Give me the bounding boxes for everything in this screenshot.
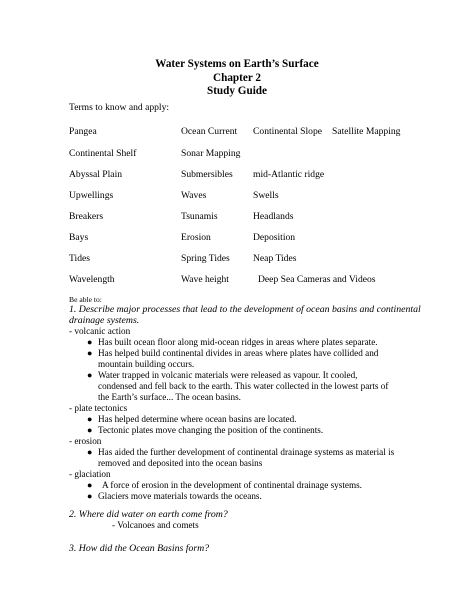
term: Erosion (181, 232, 211, 243)
volcanic-heading: - volcanic action (69, 326, 131, 336)
question-2-answer: - Volcanoes and comets (112, 520, 199, 530)
erosion-heading: - erosion (69, 436, 102, 446)
terms-row (69, 148, 469, 160)
volcanic-bullet-3-line-2: condensed and fell back to the earth. This water collected in the lowest parts of (98, 381, 389, 391)
term: Upwellings (69, 190, 114, 201)
term: Ocean Current (181, 126, 238, 137)
term: Pangea (69, 126, 97, 137)
bullet-icon: ● (87, 414, 93, 424)
term: Sonar Mapping (181, 148, 241, 159)
terms-row (69, 169, 469, 181)
term: Breakers (69, 211, 104, 222)
glaciation-bullet-1: A force of erosion in the development of continental drainage systems. (102, 480, 362, 490)
term: Deposition (253, 232, 296, 243)
term: mid-Atlantic ridge (253, 169, 325, 180)
terms-row (69, 274, 469, 286)
term: Continental Slope (253, 126, 323, 137)
glaciation-heading: - glaciation (69, 469, 111, 479)
terms-row (69, 190, 469, 202)
term: Tides (69, 253, 90, 264)
volcanic-bullet-2-line-1: Has helped build continental divides in areas where plates have collided and (98, 348, 379, 358)
term: Satellite Mapping (332, 126, 401, 137)
bullet-icon: ● (87, 447, 93, 457)
plate-bullet-2: Tectonic plates move changing the position of the continents. (98, 425, 324, 435)
term: Deep Sea Cameras and Videos (258, 274, 376, 285)
glaciation-bullet-2: Glaciers move materials towards the oceans. (98, 491, 262, 501)
question-3: 3. How did the Ocean Basins form? (69, 543, 210, 554)
bullet-icon: ● (87, 480, 93, 490)
terms-row (69, 211, 469, 223)
plate-tectonics-heading: - plate tectonics (69, 403, 128, 413)
term: Continental Shelf (69, 148, 137, 159)
bullet-icon: ● (87, 370, 93, 380)
title-line-3: Study Guide (206, 85, 267, 98)
term: Bays (69, 232, 89, 243)
question-1 (69, 304, 464, 326)
term: Abyssal Plain (69, 169, 123, 180)
term: Submersibles (181, 169, 233, 180)
terms-intro: Terms to know and apply: (69, 102, 170, 113)
be-able-to-label: Be able to: (69, 295, 102, 304)
term: Headlands (253, 211, 294, 222)
term: Neap Tides (253, 253, 297, 264)
plate-bullet-1: Has helped determine where ocean basins are located. (98, 414, 297, 424)
term: Tsunamis (181, 211, 218, 222)
question-2: 2. Where did water on earth come from? (69, 509, 228, 520)
term: Swells (253, 190, 279, 201)
erosion-bullet-1-line-1: Has aided the further development of continental drainage systems as material is (98, 447, 395, 457)
terms-row (69, 253, 469, 265)
bullet-icon: ● (87, 337, 93, 347)
terms-row (69, 126, 469, 138)
erosion-bullet-1-line-2: removed and deposited into the ocean basins (98, 458, 263, 468)
term: Spring Tides (181, 253, 230, 264)
volcanic-bullet-3-line-3: the Earth’s surface... The ocean basins. (98, 392, 241, 402)
title-line-1: Water Systems on Earth’s Surface (155, 58, 319, 70)
term: Waves (181, 190, 207, 201)
bullet-icon: ● (87, 425, 93, 435)
bullet-icon: ● (87, 491, 93, 501)
terms-row (69, 232, 469, 244)
volcanic-bullet-2-line-2: mountain building occurs. (98, 359, 195, 369)
term: Wavelength (69, 274, 115, 285)
question-1-line-2: drainage systems. (69, 315, 140, 326)
term: Wave height (181, 274, 229, 285)
question-1-line-1: 1. Describe major processes that lead to the development of ocean basins and continental (69, 304, 421, 315)
title-block (0, 58, 474, 99)
volcanic-bullet-3-line-1: Water trapped in volcanic materials were released as vapour. It cooled, (98, 370, 358, 380)
bullet-icon: ● (87, 348, 93, 358)
title-line-2: Chapter 2 (213, 71, 261, 84)
volcanic-bullet-1: Has built ocean floor along mid-ocean ridges in areas where plates separate. (98, 337, 378, 347)
